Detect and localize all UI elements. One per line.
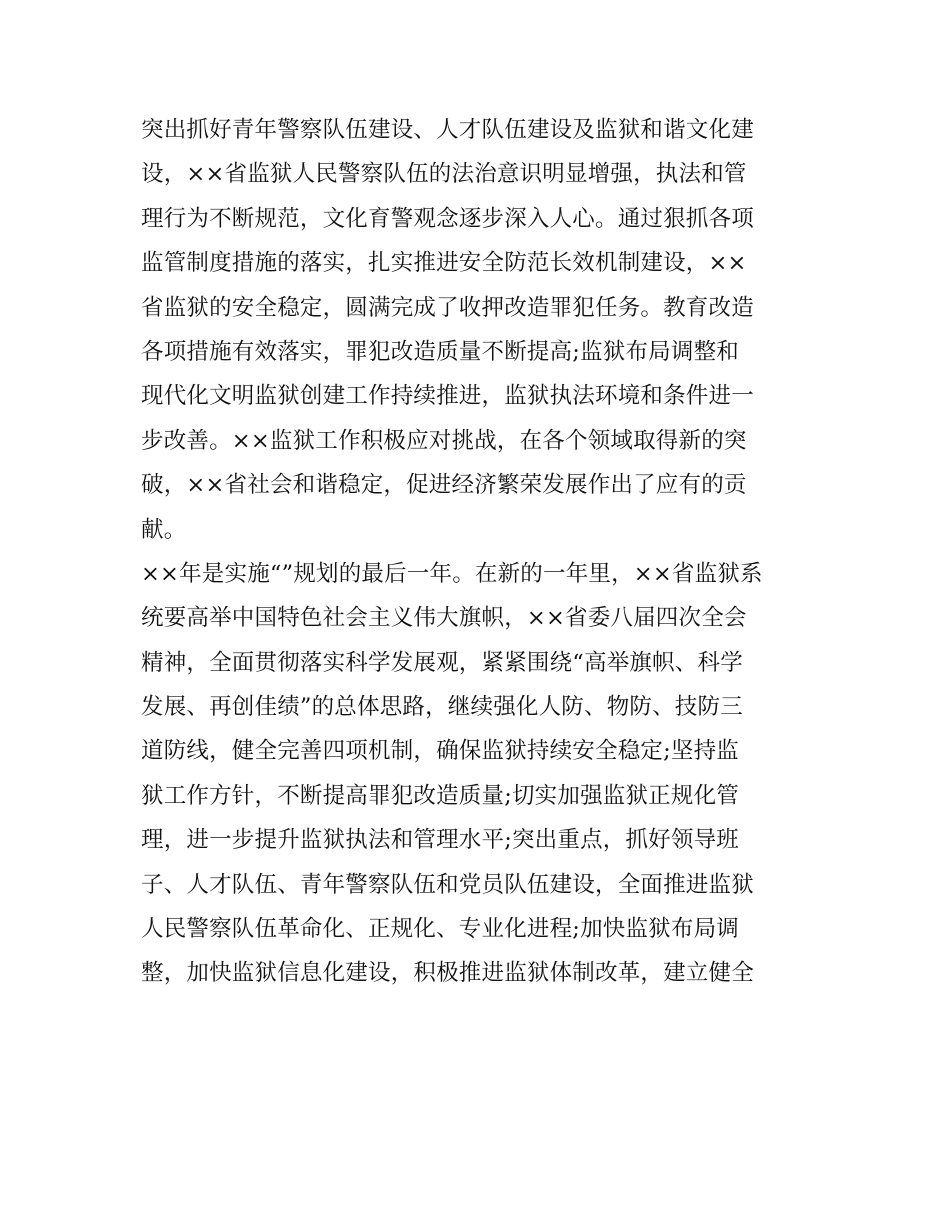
text-line: 突出抓好青年警察队伍建设、人才队伍建设及监狱和谐文化建 [141,117,754,143]
text-line: 整，加快监狱信息化建设，积极推进监狱体制改革，建立健全 [141,960,754,987]
text-line: 设，××省监狱人民警察队伍的法治意识明显增强，执法和管 [141,161,747,188]
text-line: 破，××省社会和谐稳定，促进经济繁荣发展作出了应有的贡 [141,472,747,499]
text-line: 理行为不断规范，文化育警观念逐步深入人心。通过狠抓各项 [141,205,754,232]
text-line: 现代化文明监狱创建工作持续推进，监狱执法环境和条件进一 [141,383,754,410]
text-line: 省监狱的安全稳定，圆满完成了收押改造罪犯任务。教育改造 [141,294,754,321]
text-line: 精神，全面贯彻落实科学发展观，紧紧围绕“高举旗帜、科学 [141,649,743,676]
text-line: 子、人才队伍、青年警察队伍和党员队伍建设，全面推进监狱 [141,871,754,898]
text-line: 统要高举中国特色社会主义伟大旗帜，××省委八届四次全会 [141,605,747,632]
text-line: 狱工作方针，不断提高罪犯改造质量;切实加强监狱正规化管 [141,782,739,809]
text-line: 人民警察队伍革命化、正规化、专业化进程;加快监狱布局调 [141,916,739,943]
text-line: 步改善。××监狱工作积极应对挑战，在各个领域取得新的突 [141,427,747,454]
text-line: 发展、再创佳绩”的总体思路，继续强化人防、物防、技防三 [141,694,743,721]
text-line: 监管制度措施的落实，扎实推进安全防范长效机制建设，×× [141,250,747,277]
text-line: 理，进一步提升监狱执法和管理水平;突出重点，抓好领导班 [141,827,739,854]
body-text [141,108,821,996]
text-line: ××年是实施“”规划的最后一年。在新的一年里，××省监狱系 [141,560,763,587]
text-line: 道防线，健全完善四项机制，确保监狱持续安全稳定;坚持监 [141,738,739,765]
text-line: 献。 [141,516,187,543]
text-line: 各项措施有效落实，罪犯改造质量不断提高;监狱布局调整和 [141,338,739,365]
